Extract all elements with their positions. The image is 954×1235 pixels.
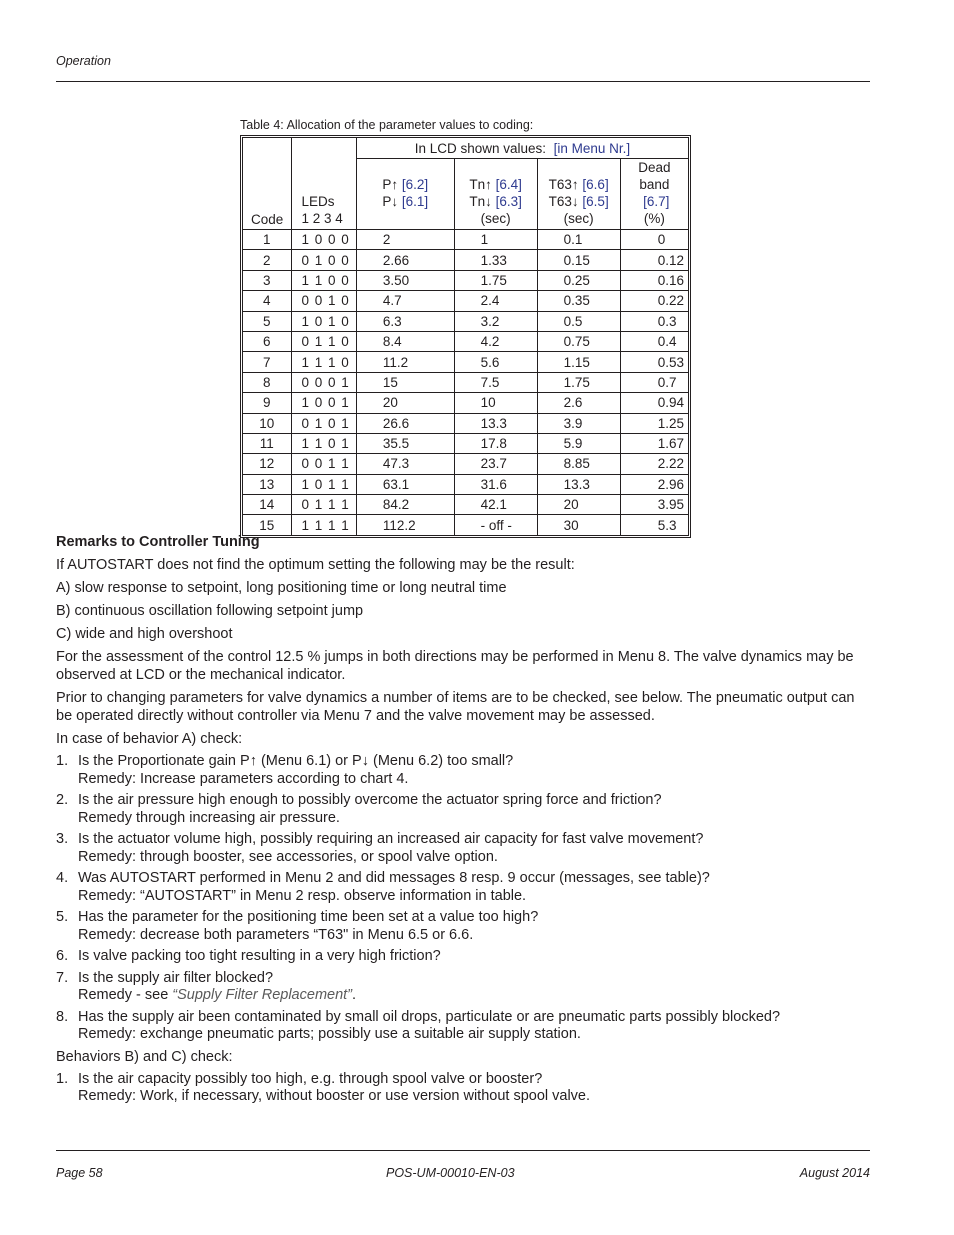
cell-leds: 1 0 1 0: [291, 311, 356, 331]
list-remedy: Remedy: decrease both parameters “T63" in Menu 6.5 or 6.6.: [78, 926, 474, 943]
list-question: Was AUTOSTART performed in Menu 2 and did messages 8 resp. 9 occur (messages, see table)?: [78, 870, 710, 886]
cell-t63: 0.35: [537, 291, 620, 311]
cell-t63: 0.15: [537, 250, 620, 270]
cell-p: 3.50: [356, 270, 454, 290]
cell-dead-band: 1.25: [620, 413, 688, 433]
list-item: [56, 1071, 870, 1106]
cell-p: 6.3: [356, 311, 454, 331]
document-id: POS-UM-00010-EN-03: [386, 1166, 515, 1180]
cell-tn: 1.33: [454, 250, 537, 270]
cell-p: 15: [356, 372, 454, 392]
cell-p: 2: [356, 230, 454, 250]
cell-p: 8.4: [356, 331, 454, 351]
table-row: [243, 474, 689, 494]
table-row: [243, 331, 689, 351]
list-question: Has the parameter for the positioning time been set at a value too high?: [78, 909, 539, 925]
cell-leds: 1 0 0 1: [291, 393, 356, 413]
list-number: 1.: [56, 753, 69, 769]
list-remedy: Remedy - see: [78, 987, 173, 1003]
cell-tn: 23.7: [454, 454, 537, 474]
header-code: Code: [243, 138, 292, 230]
list-number: 1.: [56, 1070, 69, 1087]
cell-leds: 1 1 0 0: [291, 270, 356, 290]
cell-leds: 1 1 1 0: [291, 352, 356, 372]
table-row: [243, 413, 689, 433]
cell-dead-band: 0: [620, 230, 688, 250]
footer-rule: [56, 1150, 870, 1151]
cell-t63: 2.6: [537, 393, 620, 413]
header-tn: Tn↑ [6.4] Tn↓ [6.3] (sec): [454, 159, 537, 230]
list-remedy: Remedy: through booster, see accessories, or spool valve option.: [78, 848, 498, 865]
cell-p: 2.66: [356, 250, 454, 270]
cell-dead-band: 0.16: [620, 270, 688, 290]
cell-code: 2: [243, 250, 292, 270]
cell-dead-band: 2.22: [620, 454, 688, 474]
cell-p: 63.1: [356, 474, 454, 494]
table-row: [243, 433, 689, 453]
cell-code: 7: [243, 352, 292, 372]
list-number: 4.: [56, 870, 69, 886]
cell-tn: 13.3: [454, 413, 537, 433]
header-leds: LEDs 1 2 3 4: [291, 138, 356, 230]
cell-dead-band: 0.94: [620, 393, 688, 413]
cell-dead-band: 3.95: [620, 495, 688, 515]
cell-code: 1: [243, 230, 292, 250]
supply-filter-link[interactable]: “Supply Filter Replacement”: [172, 987, 353, 1003]
table-row: [243, 311, 689, 331]
table-row: [243, 372, 689, 392]
list-number: 2.: [56, 792, 69, 808]
cell-tn: 10: [454, 393, 537, 413]
list-remedy: Remedy: Work, if necessary, without booster or use version without spool valve.: [78, 1088, 591, 1104]
list-number: 7.: [56, 969, 69, 986]
header-dead-band: Dead band [6.7] (%): [620, 159, 688, 230]
list-remedy: Remedy: exchange pneumatic parts; possibly use a suitable air supply station.: [78, 1026, 581, 1042]
cell-code: 14: [243, 495, 292, 515]
list-item: [56, 1009, 870, 1044]
cell-dead-band: 0.22: [620, 291, 688, 311]
cell-dead-band: 2.96: [620, 474, 688, 494]
cell-code: 15: [243, 515, 292, 535]
list-remedy: Remedy: “AUTOSTART” in Menu 2 resp. observe information in table.: [78, 887, 527, 904]
list-item: [56, 792, 870, 827]
coding-table-frame: [240, 135, 691, 538]
cell-leds: 1 0 1 1: [291, 474, 356, 494]
cell-leds: 0 0 0 1: [291, 372, 356, 392]
cell-leds: 1 1 1 1: [291, 515, 356, 535]
cell-p: 84.2: [356, 495, 454, 515]
cell-p: 11.2: [356, 352, 454, 372]
list-number: 6.: [56, 948, 69, 964]
cell-p: 20: [356, 393, 454, 413]
cell-p: 47.3: [356, 454, 454, 474]
list-remedy-suffix: .: [352, 987, 357, 1003]
cell-code: 10: [243, 413, 292, 433]
list-question: Is the air pressure high enough to possibly overcome the actuator spring force and friction?: [78, 792, 662, 808]
cell-code: 9: [243, 393, 292, 413]
cell-leds: 0 1 0 1: [291, 413, 356, 433]
list-item: [56, 870, 870, 905]
cell-tn: 17.8: [454, 433, 537, 453]
intro-text: If AUTOSTART does not find the optimum setting the following may be the result:: [56, 557, 575, 573]
behavior-a: A) slow response to setpoint, long positioning time or long neutral time: [56, 580, 507, 596]
header-rule: [56, 81, 870, 82]
list-question: Has the supply air been contaminated by small oil drops, particulate or are pneumatic parts possibly blocked?: [78, 1008, 781, 1025]
cell-tn: 42.1: [454, 495, 537, 515]
cell-leds: 0 0 1 0: [291, 291, 356, 311]
cell-leds: 0 1 0 0: [291, 250, 356, 270]
list-item: [56, 970, 870, 1005]
cell-tn: 7.5: [454, 372, 537, 392]
table-row: [243, 393, 689, 413]
cell-tn: 1: [454, 230, 537, 250]
cell-dead-band: 0.12: [620, 250, 688, 270]
cell-dead-band: 0.53: [620, 352, 688, 372]
cell-code: 12: [243, 454, 292, 474]
cell-code: 3: [243, 270, 292, 290]
cell-tn: 1.75: [454, 270, 537, 290]
table-row: [243, 230, 689, 250]
case-bc-label: Behaviors B) and C) check:: [56, 1048, 233, 1065]
cell-leds: 0 0 1 1: [291, 454, 356, 474]
cell-t63: 3.9: [537, 413, 620, 433]
list-question: Is the supply air filter blocked?: [78, 969, 274, 986]
paragraph-prior: Prior to changing parameters for valve dynamics a number of items are to be checked, see below. The pneumatic output can be operated directly without controller via Menu 7 and the valve movement may be assessed.: [56, 690, 855, 724]
table-row: [243, 495, 689, 515]
list-number: 8.: [56, 1008, 69, 1025]
cell-dead-band: 5.3: [620, 515, 688, 535]
page-number: Page 58: [56, 1166, 103, 1180]
behavior-c: C) wide and high overshoot: [56, 626, 233, 642]
cell-leds: 0 1 1 0: [291, 331, 356, 351]
list-number: 5.: [56, 909, 69, 925]
list-item: [56, 831, 870, 866]
cell-code: 5: [243, 311, 292, 331]
cell-code: 13: [243, 474, 292, 494]
cell-tn: - off -: [454, 515, 537, 535]
cell-tn: 5.6: [454, 352, 537, 372]
list-question: Is valve packing too tight resulting in a very high friction?: [78, 948, 441, 964]
header-lcd-values: In LCD shown values: [in Menu Nr.]: [356, 138, 688, 159]
section-heading: Remarks to Controller Tuning: [56, 534, 260, 550]
cell-tn: 31.6: [454, 474, 537, 494]
cell-tn: 3.2: [454, 311, 537, 331]
cell-t63: 8.85: [537, 454, 620, 474]
header-p: P↑ [6.2] P↓ [6.1]: [356, 159, 454, 230]
cell-t63: 13.3: [537, 474, 620, 494]
cell-p: 4.7: [356, 291, 454, 311]
cell-code: 4: [243, 291, 292, 311]
list-question: Is the actuator volume high, possibly requiring an increased air capacity for fast valve movement?: [78, 831, 704, 847]
body-content: [56, 533, 870, 1110]
coding-table: [242, 137, 689, 536]
cell-dead-band: 0.3: [620, 311, 688, 331]
behavior-b: B) continuous oscillation following setpoint jump: [56, 603, 364, 619]
cell-leds: 1 0 0 0: [291, 230, 356, 250]
list-item: [56, 753, 870, 788]
table-caption: Table 4: Allocation of the parameter values to coding:: [240, 118, 534, 132]
cell-t63: 0.1: [537, 230, 620, 250]
checklist-a: [56, 753, 870, 1044]
cell-t63: 1.75: [537, 372, 620, 392]
publication-date: August 2014: [799, 1166, 870, 1180]
list-item: [56, 948, 870, 966]
cell-t63: 0.5: [537, 311, 620, 331]
cell-leds: 1 1 0 1: [291, 433, 356, 453]
section-header: Operation: [56, 54, 111, 68]
cell-t63: 0.75: [537, 331, 620, 351]
cell-code: 6: [243, 331, 292, 351]
checklist-bc: [56, 1071, 870, 1106]
list-remedy: Remedy through increasing air pressure.: [78, 809, 340, 826]
cell-t63: 20: [537, 495, 620, 515]
table-row: [243, 352, 689, 372]
table-header-row-1: [243, 138, 689, 159]
cell-t63: 1.15: [537, 352, 620, 372]
cell-p: 26.6: [356, 413, 454, 433]
cell-p: 112.2: [356, 515, 454, 535]
cell-leds: 0 1 1 1: [291, 495, 356, 515]
cell-p: 35.5: [356, 433, 454, 453]
cell-code: 8: [243, 372, 292, 392]
table-row: [243, 454, 689, 474]
table-row: [243, 270, 689, 290]
header-t63: T63↑ [6.6] T63↓ [6.5] (sec): [537, 159, 620, 230]
list-number: 3.: [56, 831, 69, 847]
cell-t63: 30: [537, 515, 620, 535]
table-row: [243, 250, 689, 270]
cell-t63: 0.25: [537, 270, 620, 290]
cell-dead-band: 0.4: [620, 331, 688, 351]
table-row: [243, 291, 689, 311]
list-item: [56, 909, 870, 944]
list-question: Is the air capacity possibly too high, e.g. through spool valve or booster?: [78, 1070, 543, 1087]
paragraph-assessment: For the assessment of the control 12.5 % jumps in both directions may be performed in Menu 8. The valve dynamics may be observed at LCD or the mechanical indicator.: [56, 649, 854, 683]
cell-dead-band: 0.7: [620, 372, 688, 392]
case-a-label: In case of behavior A) check:: [56, 731, 243, 747]
cell-tn: 4.2: [454, 331, 537, 351]
list-question: Is the Proportionate gain P↑ (Menu 6.1) or P↓ (Menu 6.2) too small?: [78, 753, 514, 769]
list-remedy: Remedy: Increase parameters according to chart 4.: [78, 770, 409, 787]
cell-dead-band: 1.67: [620, 433, 688, 453]
cell-t63: 5.9: [537, 433, 620, 453]
cell-code: 11: [243, 433, 292, 453]
cell-tn: 2.4: [454, 291, 537, 311]
